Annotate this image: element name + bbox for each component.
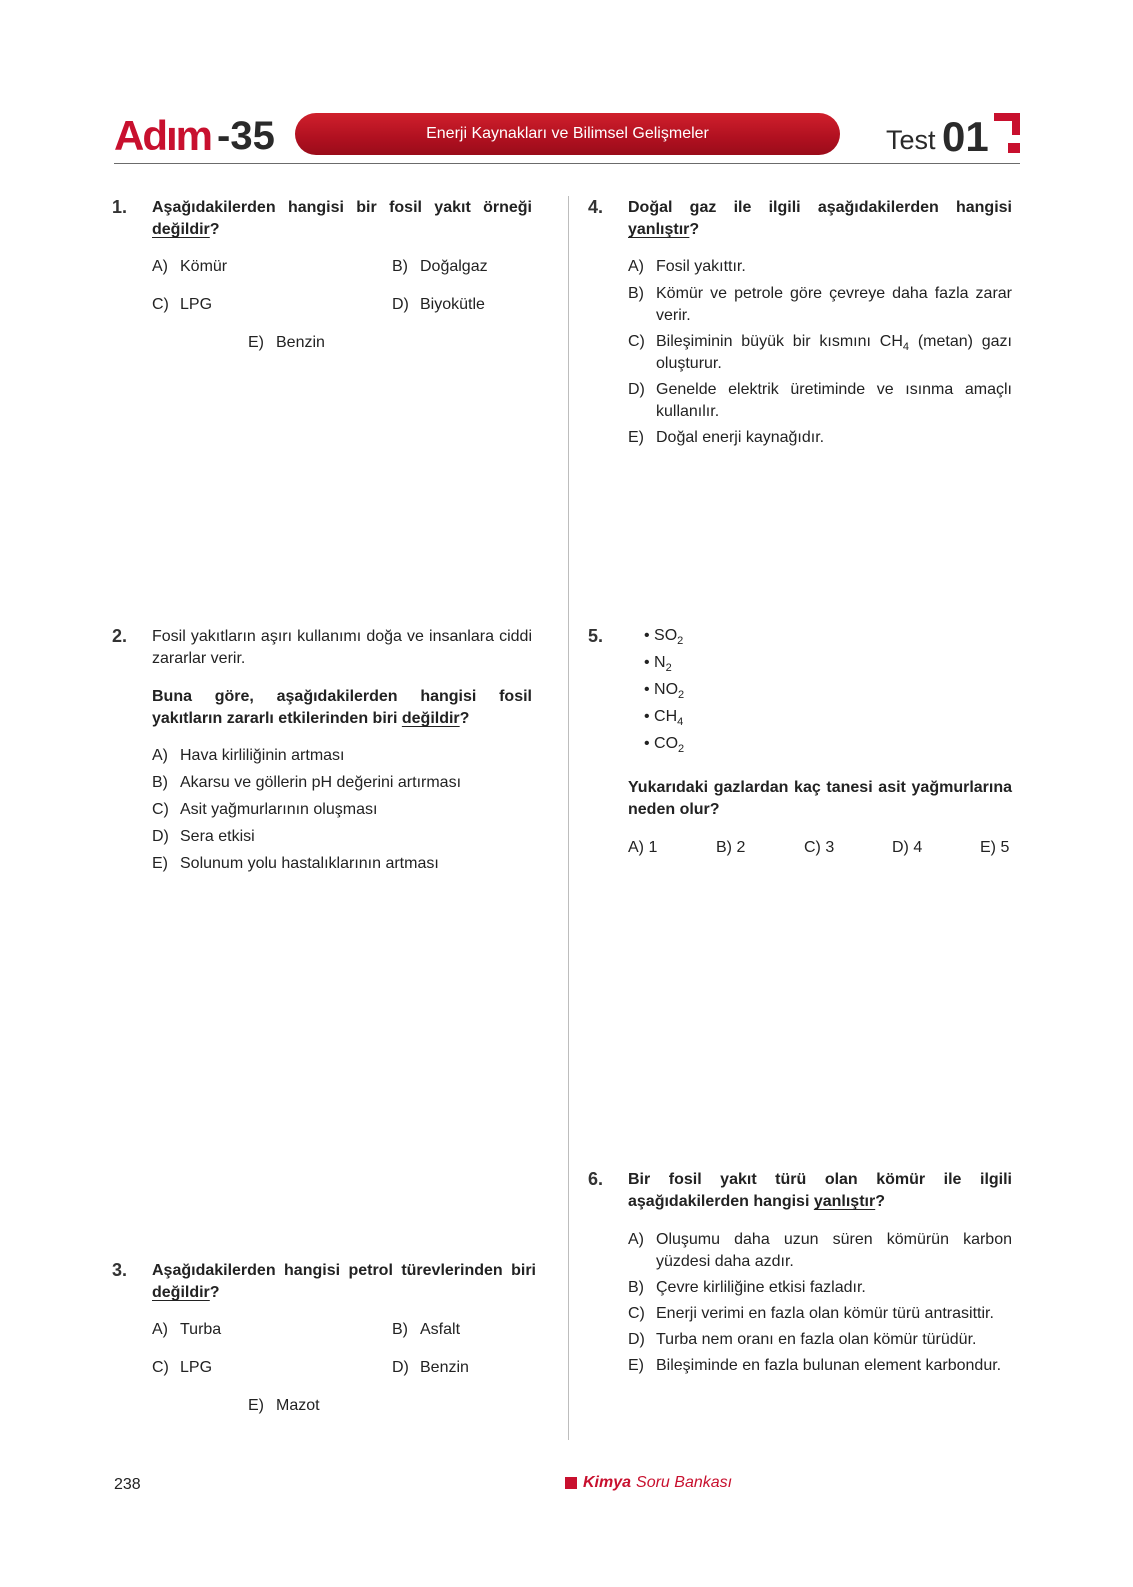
test-label: Test bbox=[886, 125, 936, 155]
option-text: Sera etkisi bbox=[180, 828, 255, 845]
option-text-part: Bileşiminin büyük bir kısmını CH bbox=[656, 333, 903, 350]
question-3-option-e[interactable] bbox=[248, 1395, 320, 1417]
option-text bbox=[656, 331, 1012, 375]
option-letter: D) bbox=[392, 1359, 409, 1376]
option-text: Genelde elektrik üretiminde ve ısınma amaçlı kullanılır. bbox=[656, 381, 1012, 420]
option-text: Biyokütle bbox=[420, 296, 485, 313]
question-3-option-d[interactable] bbox=[392, 1357, 469, 1379]
option-text: Benzin bbox=[276, 334, 325, 351]
option-letter: B) bbox=[628, 285, 644, 302]
section-banner: Enerji Kaynakları ve Bilimsel Gelişmeler bbox=[295, 113, 840, 155]
gas-subscript: 2 bbox=[678, 743, 685, 755]
gas-formula: SO bbox=[654, 627, 678, 644]
option-letter: C) bbox=[152, 296, 169, 313]
question-5-gas-list bbox=[644, 622, 684, 757]
option-text: LPG bbox=[180, 296, 213, 313]
question-2-text bbox=[152, 686, 532, 730]
question-2-option-b[interactable] bbox=[152, 772, 532, 794]
gas-subscript: 2 bbox=[678, 689, 685, 701]
gas-formula: N bbox=[654, 654, 666, 671]
question-1-option-c[interactable] bbox=[152, 294, 212, 316]
question-3-option-c[interactable] bbox=[152, 1357, 212, 1379]
question-3-mark: ? bbox=[209, 1284, 220, 1301]
column-divider bbox=[568, 196, 569, 1440]
option-letter: C) bbox=[152, 1359, 169, 1376]
option-letter: D) bbox=[628, 381, 645, 398]
question-1-option-d[interactable] bbox=[392, 294, 485, 316]
brand-title: Soru Bankası bbox=[636, 1474, 733, 1491]
option-text: 3 bbox=[825, 839, 835, 856]
question-2-stem: Buna göre, aşağıdakilerden hangisi fosil yakıtların zararlı etkilerinden biri bbox=[152, 688, 532, 727]
option-text: Asfalt bbox=[420, 1321, 461, 1338]
question-4-underlined: yanlıştır bbox=[628, 221, 690, 238]
gas-item: • $CH_4$ bbox=[644, 708, 684, 728]
gas-item: • $CO_2$ bbox=[644, 735, 685, 755]
question-1-number: 1. bbox=[112, 197, 128, 217]
option-text: 4 bbox=[913, 839, 923, 856]
question-4-option-b[interactable] bbox=[628, 283, 1012, 327]
option-letter: C) bbox=[152, 801, 169, 818]
option-letter: B) bbox=[392, 1321, 408, 1338]
logo-number: -35 bbox=[217, 114, 275, 158]
question-4-option-c[interactable] bbox=[628, 331, 1012, 375]
question-6-option-b[interactable] bbox=[628, 1277, 1012, 1299]
question-1-option-b[interactable] bbox=[392, 256, 488, 278]
option-text-part: (metan) gazı oluşturur. bbox=[656, 333, 1012, 372]
option-letter: C) bbox=[804, 839, 821, 856]
question-2-number: 2. bbox=[112, 626, 128, 646]
question-3-text bbox=[152, 1260, 536, 1304]
question-2-option-e[interactable] bbox=[152, 853, 532, 875]
option-letter: B) bbox=[628, 1279, 644, 1296]
question-4-options bbox=[628, 256, 1012, 449]
option-text: Çevre kirliliğine etkisi fazladır. bbox=[656, 1279, 866, 1296]
option-letter: E) bbox=[248, 334, 264, 351]
option-text: Hava kirliliğinin artması bbox=[180, 747, 345, 764]
question-2-option-a[interactable] bbox=[152, 745, 532, 767]
option-letter: B) bbox=[716, 839, 732, 856]
question-3-stem: Aşağıdakilerden hangisi petrol türevlerinden biri bbox=[152, 1262, 536, 1279]
logo bbox=[114, 114, 275, 158]
question-6-option-a[interactable] bbox=[628, 1229, 1012, 1273]
option-letter: C) bbox=[628, 1305, 645, 1322]
question-1-option-a[interactable] bbox=[152, 256, 227, 278]
gas-item: • $SO_2$ bbox=[644, 627, 684, 647]
gas-subscript: 2 bbox=[665, 662, 672, 674]
formula-subscript: 4 bbox=[902, 341, 909, 353]
option-text: 2 bbox=[736, 839, 746, 856]
question-2-mark: ? bbox=[459, 710, 470, 727]
gas-item: • $N_2$ bbox=[644, 654, 672, 674]
option-letter: A) bbox=[628, 258, 644, 275]
option-letter: B) bbox=[392, 258, 408, 275]
question-5-option-d[interactable] bbox=[892, 837, 922, 859]
option-text: Doğal enerji kaynağıdır. bbox=[656, 429, 825, 446]
option-text: Turba nem oranı en fazla olan kömür türüdür. bbox=[656, 1331, 977, 1348]
option-letter: A) bbox=[628, 1231, 644, 1248]
gas-subscript: 2 bbox=[677, 635, 684, 647]
question-5-text: Yukarıdaki gazlardan kaç tanesi asit yağmurlarına neden olur? bbox=[628, 779, 1012, 818]
question-1-stem: Aşağıdakilerden hangisi bir fosil yakıt örneği bbox=[152, 199, 532, 216]
option-text: Enerji verimi en fazla olan kömür türü antrasittir. bbox=[656, 1305, 994, 1322]
brand-square-icon bbox=[565, 1477, 577, 1489]
question-4-stem: Doğal gaz ile ilgili aşağıdakilerden hangisi bbox=[628, 199, 1012, 216]
header-rule bbox=[114, 163, 1020, 164]
question-4-option-a[interactable] bbox=[628, 256, 1012, 278]
question-2-underlined: değildir bbox=[401, 710, 460, 727]
question-1-underlined: değildir bbox=[152, 221, 210, 238]
option-letter: E) bbox=[248, 1397, 264, 1414]
option-letter: C) bbox=[628, 333, 645, 350]
question-1-mark: ? bbox=[209, 221, 220, 238]
question-6-options bbox=[628, 1229, 1012, 1377]
option-letter: D) bbox=[892, 839, 909, 856]
question-2-intro: Fosil yakıtların aşırı kullanımı doğa ve insanlara ciddi zararlar verir. bbox=[152, 628, 532, 667]
option-text: Benzin bbox=[420, 1359, 469, 1376]
question-4-option-d[interactable] bbox=[628, 379, 1012, 423]
question-6-underlined: yanlıştır bbox=[813, 1193, 876, 1210]
option-text: Mazot bbox=[276, 1397, 320, 1414]
option-text: Kömür bbox=[180, 258, 228, 275]
question-5-option-a[interactable] bbox=[628, 837, 657, 859]
option-letter: B) bbox=[152, 774, 168, 791]
option-text: Akarsu ve göllerin pH değerini artırması bbox=[180, 774, 462, 791]
question-4-number: 4. bbox=[588, 197, 604, 217]
question-3-option-a[interactable] bbox=[152, 1319, 221, 1341]
option-letter: E) bbox=[980, 839, 996, 856]
question-6-option-d[interactable] bbox=[628, 1329, 1012, 1351]
option-text: Oluşumu daha uzun süren kömürün karbon yüzdesi daha azdır. bbox=[656, 1231, 1012, 1270]
option-text: Doğalgaz bbox=[420, 258, 488, 275]
question-4-option-e[interactable] bbox=[628, 427, 1012, 449]
option-letter: D) bbox=[392, 296, 409, 313]
question-5-number: 5. bbox=[588, 626, 604, 646]
option-letter: E) bbox=[628, 429, 644, 446]
option-text: Bileşiminde en fazla bulunan element karbondur. bbox=[656, 1357, 1002, 1374]
question-6-mark: ? bbox=[875, 1193, 885, 1210]
option-text: 5 bbox=[1000, 839, 1010, 856]
question-4-mark: ? bbox=[689, 221, 700, 238]
question-2-option-d[interactable] bbox=[152, 826, 532, 848]
question-6-number: 6. bbox=[588, 1169, 604, 1189]
gas-subscript: 4 bbox=[677, 716, 684, 728]
question-4-text bbox=[628, 197, 1012, 241]
option-letter: E) bbox=[628, 1357, 644, 1374]
option-letter: A) bbox=[152, 747, 168, 764]
option-text: LPG bbox=[180, 1359, 213, 1376]
gas-formula: CH bbox=[654, 708, 678, 725]
gas-item: • $NO_2$ bbox=[644, 681, 685, 701]
option-letter: D) bbox=[152, 828, 169, 845]
question-6-option-c[interactable] bbox=[628, 1303, 1012, 1325]
option-letter: A) bbox=[628, 839, 644, 856]
option-letter: A) bbox=[152, 1321, 168, 1338]
option-letter: D) bbox=[628, 1331, 645, 1348]
option-text: Turba bbox=[180, 1321, 222, 1338]
footer-brand bbox=[565, 1474, 732, 1492]
question-2-option-c[interactable] bbox=[152, 799, 532, 821]
question-6-option-e[interactable] bbox=[628, 1355, 1012, 1377]
option-text: Solunum yolu hastalıklarının artması bbox=[180, 855, 439, 872]
option-letter: E) bbox=[152, 855, 168, 872]
option-text: Fosil yakıttır. bbox=[656, 258, 746, 275]
corner-mark-icon bbox=[994, 113, 1020, 155]
question-2-options bbox=[152, 745, 532, 875]
question-3-option-b[interactable] bbox=[392, 1319, 460, 1341]
option-text: Kömür ve petrole göre çevreye daha fazla zarar verir. bbox=[656, 285, 1012, 324]
gas-formula: CO bbox=[654, 735, 679, 752]
option-text: Asit yağmurlarının oluşması bbox=[180, 801, 378, 818]
brand-subject: Kimya bbox=[583, 1474, 632, 1491]
question-1-option-e[interactable] bbox=[248, 332, 325, 354]
page-number: 238 bbox=[114, 1476, 141, 1493]
test-number: 01 bbox=[942, 113, 989, 160]
option-text: 1 bbox=[648, 839, 658, 856]
logo-word: Adım bbox=[114, 112, 211, 159]
question-5-option-b[interactable] bbox=[716, 837, 745, 859]
question-5-option-e[interactable] bbox=[980, 837, 1009, 859]
question-5-option-c[interactable] bbox=[804, 837, 834, 859]
question-6-stem: Bir fosil yakıt türü olan kömür ile ilgili aşağıdakilerden hangisi bbox=[628, 1171, 1012, 1210]
question-3-number: 3. bbox=[112, 1260, 128, 1280]
question-3-underlined: değildir bbox=[152, 1284, 210, 1301]
question-1-text bbox=[152, 197, 532, 241]
option-letter: A) bbox=[152, 258, 168, 275]
question-6-text bbox=[628, 1169, 1012, 1213]
gas-formula: NO bbox=[654, 681, 679, 698]
